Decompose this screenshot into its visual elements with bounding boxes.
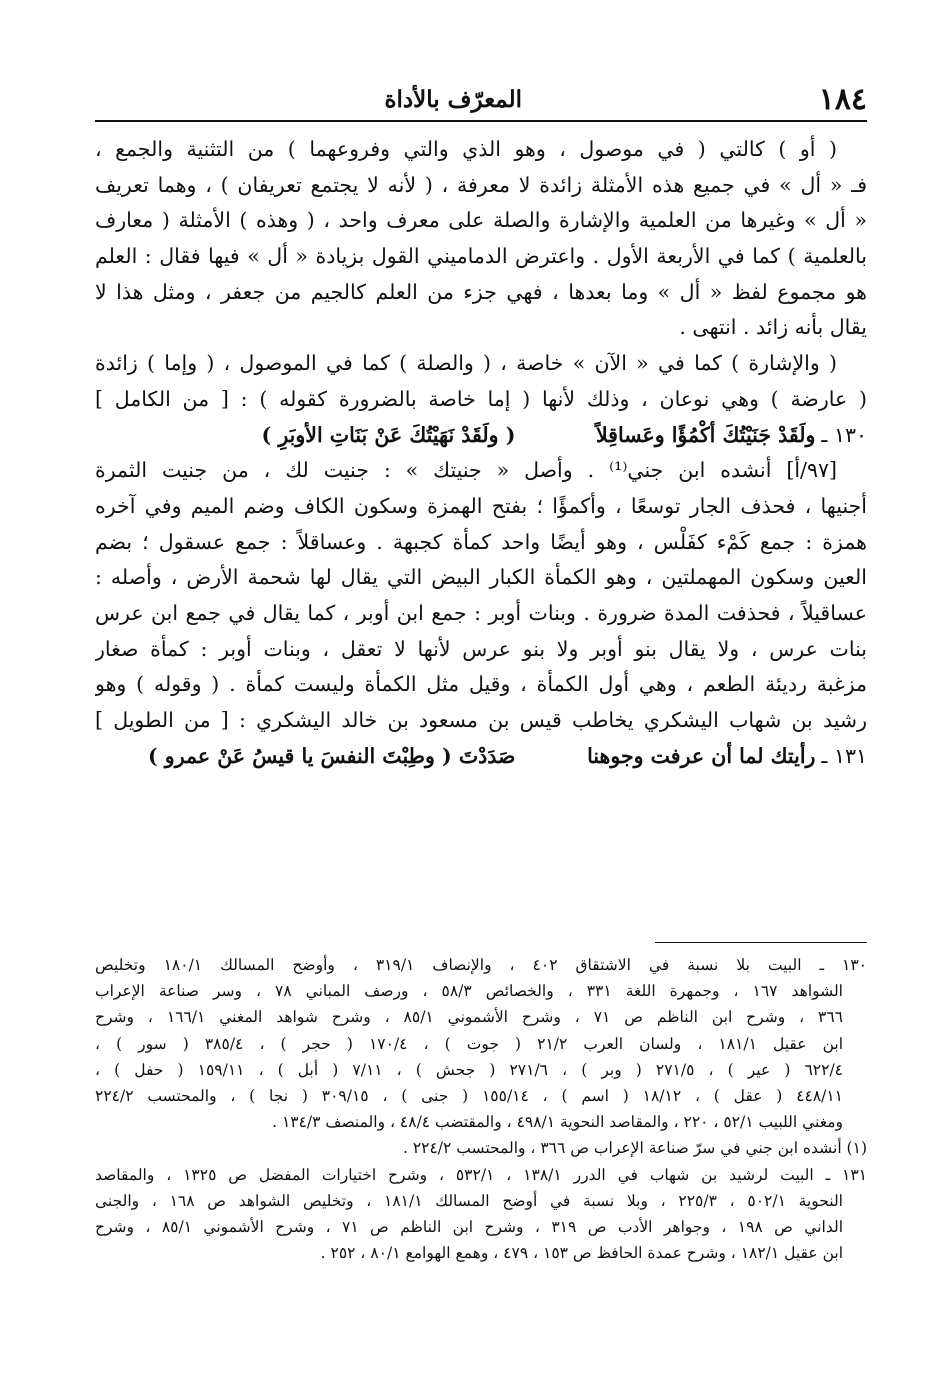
text-line: ( والإشارة ) كما في « الآن » خاصة ، ( والصلة ) كما في الموصول ، ( وإما ) زائدة [95,351,837,376]
text-line: أجنيها ، فحذف الجار توسعًا ، وأكمؤًا ؛ بفتح الهمزة وسكون الكاف وضم الميم وفي آخره [95,493,867,518]
footnotes [95,952,867,1266]
verse-number: ١٣٠ ـ [821,422,867,447]
text-line: [٩٧/أ] أنشده ابن جني⁽¹⁾ . وأصل « جنيتك » : جنيت لك ، من جنيت الثمرة [95,458,837,483]
footnote-line: ٣٦٦ ، وشرح ابن الناظم ص ٧١ ، وشرح الأشموني ٨٥/١ ، وشرح شواهد المغني ١٦٦/١ ، وشرح [95,1008,843,1027]
text-line: ( عارضة ) وهي نوعان ، وذلك لأنها ( إما خاصة بالضرورة كقوله ) : [ من الكامل ] [95,386,867,411]
text-line: هو مجموع لفظ « أل » وما بعدها ، فهي جزء من العلم كالجيم من جعفر ، ومثل هذا لا [95,279,867,304]
footnote-line: ابن عقيل ١٨٢/١ ، وشرح عمدة الحافظ ص ١٥٣ ، ٤٧٩ ، وهمع الهوامع ٨٠/١ ، ٢٥٢ . [320,1244,843,1263]
verse-second-hemistich: ( ولَقَدْ نَهَيْتُكَ عَنْ بَنَاتِ الأوبَرِ ) [261,422,516,447]
text-line: فـ « أل » في جميع هذه الأمثلة زائدة لا معرفة ، ( لأنه لا يجتمع تعريفان ) ، وهما تعريف [95,172,867,197]
text-line: عساقيلاً ، فحذفت المدة ضرورة . وبنات أوبر : جمع ابن أوبر ، كما يقال في جمع ابن عرس [95,600,867,625]
text-line: بنات عرس ، ولا يقال بنو أوبر ولا بنو عرس لأنها لا تعقل ، وبنات أوبر : كمأة صغار [95,636,867,661]
footnote-line: (١) أنشده ابن جني في سرّ صناعة الإعراب ص ٣٦٦ ، والمحتسب ٢٢٤/٢ . [402,1139,867,1158]
footnote-line: ٦٢٢/٤ ( عير ) ، ٢٧١/٥ ( وبر ) ، ٢٧١/٦ ( جحش ) ، ٧/١١ ( أبل ) ، ١٥٩/١١ ( حفل ) ، [95,1060,843,1079]
footnote-line: الشواهد ١٦٧ ، وجمهرة اللغة ٣٣١ ، والخصائص ٥٨/٣ ، ورصف المباني ٧٨ ، وسر صناعة الإعراب [95,982,843,1001]
text-line: مزغبة رديئة الطعم ، وهي أول الكمأة ، وقيل مثل الكمأة وليست كمأة . ( وقوله ) وهو [95,672,867,697]
running-title: المعرّف بالأداة [384,86,522,113]
text-line: ( أو ) كالتي ( في موصول ، وهو الذي والتي وفروعهما ) من التثنية والجمع ، [95,137,837,161]
verse-130 [95,418,867,454]
text-line: « أل » وغيرها من العلمية والإشارة والصلة على معرف واحد ، ( وهذه ) الأمثلة ( معارف [95,208,867,233]
footnote-divider [655,942,867,943]
main-text [95,132,867,774]
footnote-line: ٤٤٨/١١ ( عقل ) ، ١٨/١٢ ( اسم ) ، ١٥٥/١٤ ( جنى ) ، ٣٠٩/١٥ ( نجا ) ، والمحتسب ٢٢٤/٢ [95,1086,844,1105]
verse-first-hemistich: رأيتك لما أن عرفت وجوهنا [587,743,816,768]
text-line: يقال بأنه زائد . انتهى . [679,315,867,340]
verse-131 [95,739,867,775]
page-header [95,80,867,122]
text-line: بالعلمية ) كما في الأربعة الأول . واعترض الدماميني القول بزيادة « أل » فيها فقال : العلم [95,244,867,269]
footnote-line: ١٣١ ـ البيت لرشيد بن شهاب في الدرر ١٣٨/١ ، ٥٣٢/١ ، وشرح اختيارات المفضل ص ١٣٢٥ ، والمقاصد [95,1165,867,1184]
verse-second-hemistich: صَدَدْتَ ( وطِبْتَ النفسَ يا قيسُ عَنْ عمرو ) [147,743,516,768]
footnote-line: ابن عقيل ١٨١/١ ، ولسان العرب ٢١/٢ ( جوت ) ، ١٧٠/٤ ( حجر ) ، ٣٨٥/٤ ( سور ) ، [95,1034,843,1053]
footnote-line: الداني ص ١٩٨ ، وجواهر الأدب ص ٣١٩ ، وشرح ابن الناظم ص ٧١ ، وشرح الأشموني ٨٥/١ ، وشرح [95,1217,844,1236]
text-line: همزة : جمع كَمْء كفَلْس ، وهو أيضًا واحد كمأة كجبهة . وعساقلاً : جمع عسقول ؛ بضم [95,529,867,554]
text-line: العين وسكون المهملتين ، وهو الكمأة الكبار البيض التي يقال لها شحمة الأرض ، وأصله : [95,565,867,590]
text-line: رشيد بن شهاب اليشكري يخاطب قيس بن مسعود بن خالد اليشكري : [ من الطويل ] [95,708,867,732]
footnote-line: النحوية ٥٠٢/١ ، ٢٢٥/٣ ، وبلا نسبة في أوضح المسالك ١٨١/١ ، وتخليص الشواهد ص ١٦٨ ، والجنى [95,1191,843,1210]
footnote-line: ومغني اللبيب ٥٢/١ ، ٢٢٠ ، والمقاصد النحوية ٤٩٨/١ ، والمقتضب ٤٨/٤ ، والمنصف ١٣٤/٣ . [272,1113,843,1132]
footnote-line: ١٣٠ ـ البيت بلا نسبة في الاشتقاق ٤٠٢ ، والإنصاف ٣١٩/١ ، وأوضح المسالك ١٨٠/١ وتخليص [95,956,867,974]
verse-number: ١٣١ ـ [821,743,867,768]
page-number: ١٨٤ [818,82,867,117]
verse-first-hemistich: ولَقَدْ جَنَيْتُكَ أكْمُؤًا وعَساقِلاً [595,422,816,447]
